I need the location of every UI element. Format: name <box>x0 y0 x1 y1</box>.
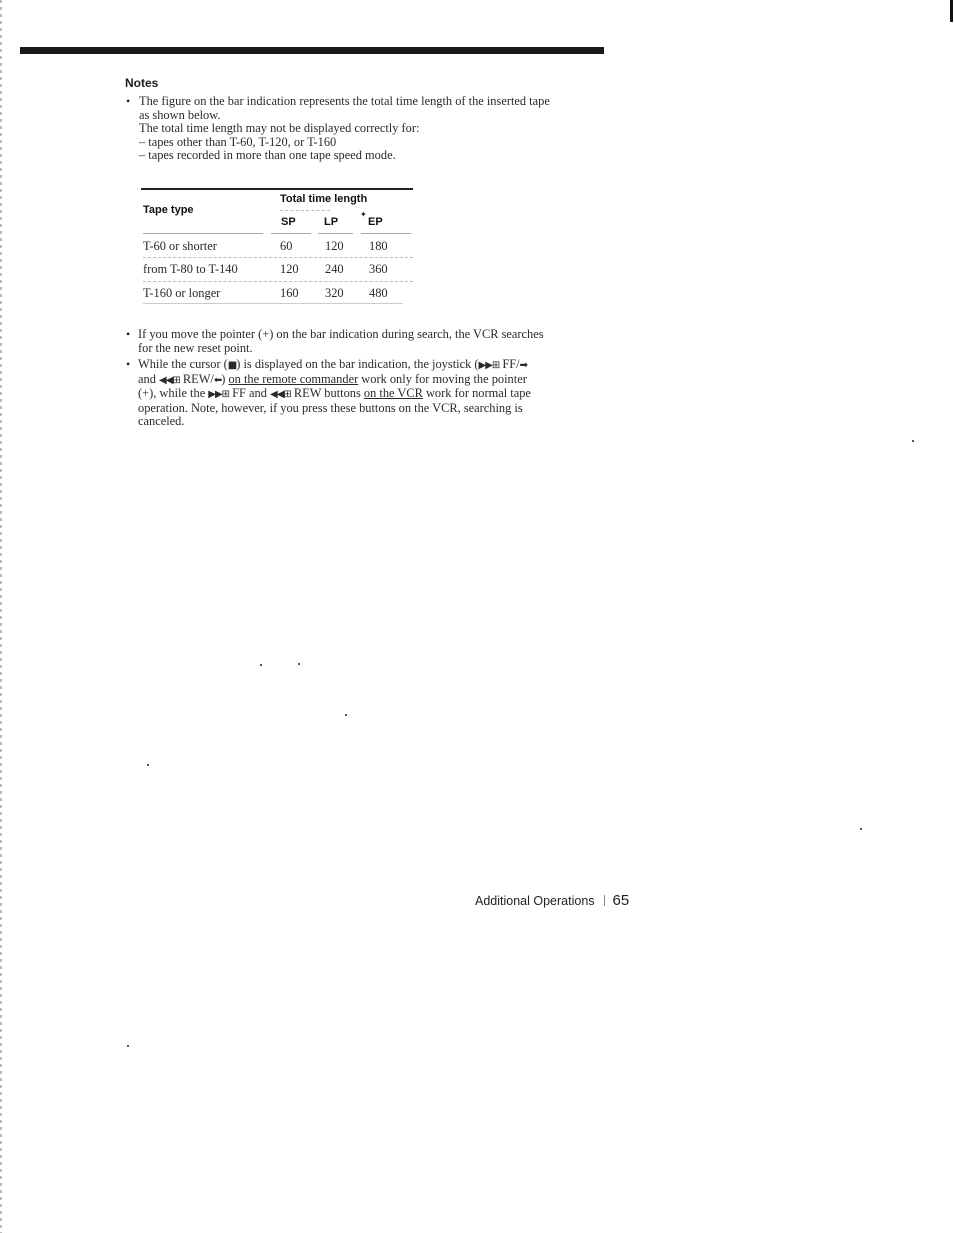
bullet: • <box>126 357 131 371</box>
scan-speck <box>345 714 347 716</box>
note-3-underlined: on the remote commander <box>228 371 359 386</box>
note-3-text: work only for moving the pointer <box>358 371 527 386</box>
table-row-type: T-160 or longer <box>143 286 221 300</box>
page-footer <box>475 892 629 909</box>
scan-speck <box>298 663 300 665</box>
scan-speck <box>127 1045 129 1047</box>
note-3-text: (+), while the <box>138 386 209 401</box>
scan-edge <box>0 0 2 1233</box>
note-2-line: for the new reset point. <box>138 340 253 355</box>
note-3-text: and <box>138 371 159 386</box>
notes-heading: Notes <box>125 76 159 90</box>
table-divider <box>143 257 413 258</box>
table-cell-ep: 180 <box>369 239 388 253</box>
bullet: • <box>126 327 131 341</box>
note-3-text: ) is displayed on the bar indication, the joystick ( <box>236 357 479 371</box>
table-divider <box>280 210 330 211</box>
table-group-header: Total time length <box>280 193 368 205</box>
scan-speck <box>860 828 862 830</box>
bullet: • <box>126 94 131 108</box>
table-divider <box>361 233 411 234</box>
table-cell-sp: 60 <box>280 239 293 253</box>
note-3-text: work for normal tape <box>422 386 531 401</box>
section-rule <box>20 47 604 54</box>
note-3-line: canceled. <box>138 414 185 429</box>
table-cell-ep: 480 <box>369 286 388 300</box>
note-3-text: While the cursor ( <box>138 357 228 371</box>
note-1-line: – tapes other than T-60, T-120, or T-160 <box>139 134 337 149</box>
note-2 <box>138 328 544 355</box>
table-row-type: T-60 or shorter <box>143 239 217 253</box>
fast-forward-icon: ▶▶⊞ <box>208 389 230 401</box>
table-divider <box>143 233 263 234</box>
table-cell-lp: 320 <box>325 286 344 300</box>
footer-separator <box>604 895 605 906</box>
note-3-text: FF and <box>229 386 271 401</box>
table-speed-sp: SP <box>281 216 296 228</box>
note-3-text: ) <box>221 371 226 386</box>
scan-speck <box>260 664 262 666</box>
table-bottom-rule <box>143 303 403 304</box>
note-3 <box>138 358 531 429</box>
scan-speck <box>912 440 914 442</box>
fast-forward-icon: ▶▶⊞ <box>478 360 500 371</box>
note-3-line <box>138 387 531 402</box>
table-cell-lp: 120 <box>325 239 344 253</box>
rewind-icon: ◀◀⊞ <box>270 389 291 401</box>
note-3-line <box>138 373 531 388</box>
filled-square-icon: ■ <box>227 360 237 371</box>
table-col-header: Tape type <box>143 204 194 216</box>
table-divider <box>143 281 413 282</box>
note-3-text: REW/ <box>179 371 214 386</box>
table-speed-lp: LP <box>324 216 339 228</box>
note-3-text: FF/ <box>499 357 520 371</box>
table-row-type: from T-80 to T-140 <box>143 262 238 276</box>
note-3-underlined: on the VCR <box>363 386 423 401</box>
tape-length-table <box>141 188 413 308</box>
table-cell-sp: 160 <box>280 286 299 300</box>
page-number: 65 <box>612 892 630 909</box>
table-cell-lp: 240 <box>325 262 344 276</box>
rewind-icon: ◀◀⊞ <box>159 374 180 386</box>
note-1 <box>139 95 550 163</box>
note-1-line: – tapes recorded in more than one tape speed mode. <box>139 148 396 163</box>
note-2-line: If you move the pointer (+) on the bar indication during search, the VCR searches <box>138 327 544 341</box>
table-cell-sp: 120 <box>280 262 299 276</box>
note-3-line: operation. Note, however, if you press these buttons on the VCR, searching is <box>138 400 523 415</box>
note-1-line: as shown below. <box>139 107 221 122</box>
star-marker-icon: ✦ <box>360 210 367 219</box>
note-1-line: The figure on the bar indication represents the total time length of the inserted tape <box>139 94 550 108</box>
table-speed-ep: EP <box>368 216 383 228</box>
right-arrow-icon: ➡ <box>519 360 527 371</box>
table-divider <box>318 233 353 234</box>
note-1-line: The total time length may not be displayed correctly for: <box>139 121 420 136</box>
table-cell-ep: 360 <box>369 262 388 276</box>
table-divider <box>271 233 311 234</box>
note-3-line <box>138 358 531 373</box>
note-3-text: REW buttons <box>290 386 364 401</box>
scan-speck <box>147 764 149 766</box>
scan-mark <box>950 0 953 22</box>
table-top-rule <box>141 188 413 190</box>
footer-section: Additional Operations <box>475 894 595 908</box>
left-arrow-icon: ⬅ <box>213 374 222 386</box>
